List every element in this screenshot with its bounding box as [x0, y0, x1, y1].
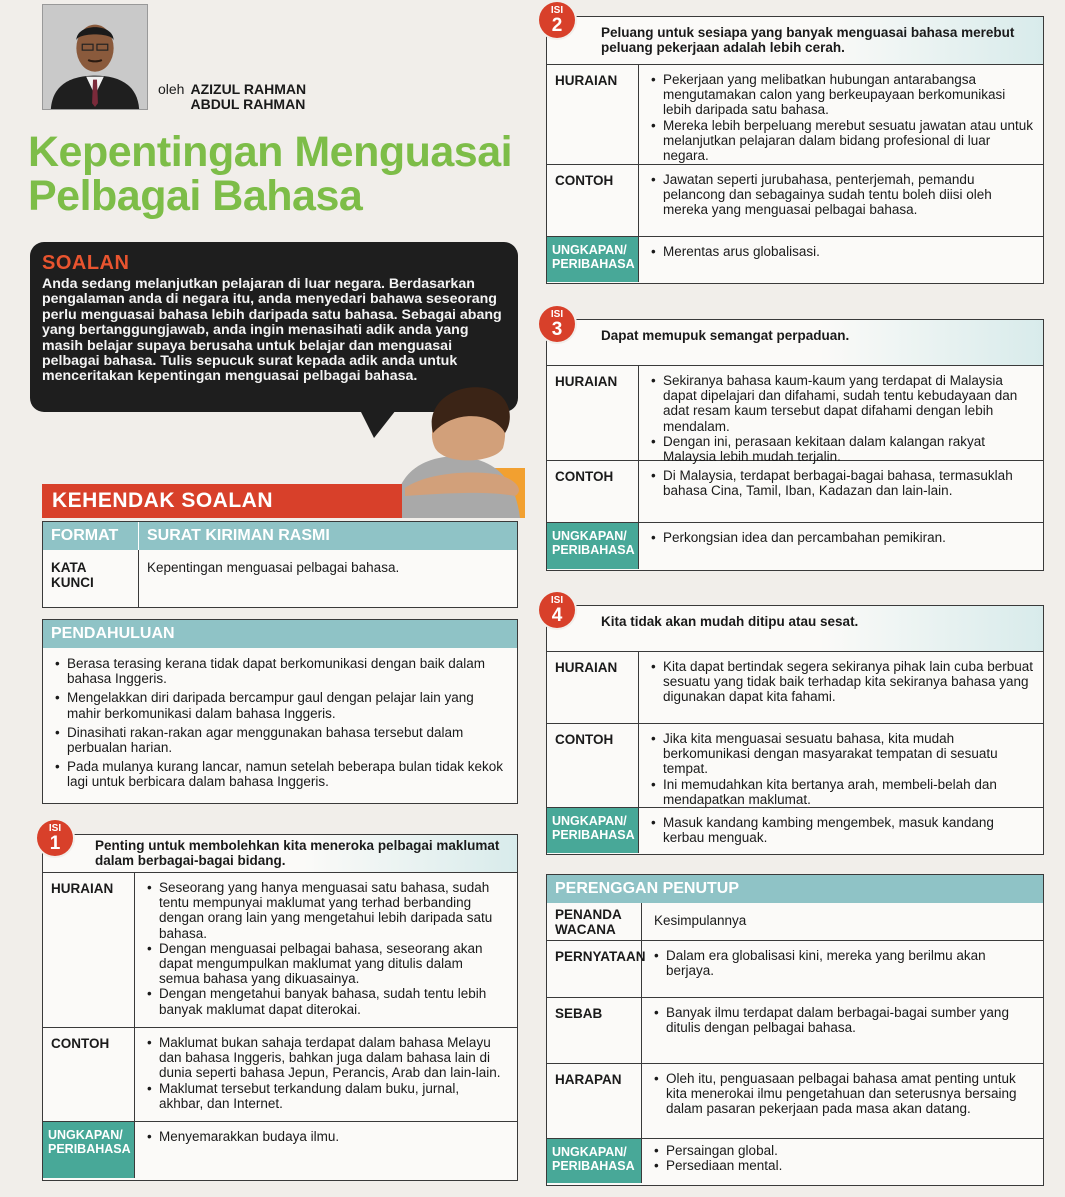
isi-3-card — [546, 319, 1044, 571]
huraian-label: HURAIAN — [547, 652, 639, 723]
list-item: • Dalam era globalisasi kini, mereka yang berilmu akan berjaya. — [654, 948, 1033, 978]
author-name — [190, 82, 306, 112]
kata-kunci-label: KATA KUNCI — [43, 550, 139, 607]
list-item: • Merentas arus globalisasi. — [651, 244, 1033, 259]
list-item: • Maklumat bukan sahaja terdapat dalam bahasa Melayu dan bahasa Inggeris, bahkan juga dalam bahasa lain di dunia seperti bahasa Jepun, Perancis, Arab dan lain-lain. — [147, 1035, 507, 1081]
isi-4-contoh-row — [547, 724, 1043, 808]
list-item: • Seseorang yang hanya menguasai satu bahasa, sudah tentu mempunyai maklumat yang terhad berbanding dengan orang lain yang mengetahui lebih daripada satu bahasa. — [147, 880, 507, 941]
list-item: • Jika kita menguasai sesuatu bahasa, kita mudah berkomunikasi dengan masyarakat tempatan di sesuatu tempat. — [651, 731, 1033, 777]
huraian-label: HURAIAN — [547, 366, 639, 460]
penutup-card — [546, 874, 1044, 1186]
byline-prefix: oleh — [158, 81, 185, 97]
isi-3-badge-number: 3 — [551, 319, 563, 340]
isi-1-badge-label: ISI — [48, 823, 62, 834]
isi-4-card — [546, 605, 1044, 855]
isi-1-title: Penting untuk membolehkan kita meneroka pelbagai maklumat dalam berbagai-bagai bidang. — [95, 838, 500, 868]
list-item: • Kita dapat bertindak segera sekiranya pihak lain cuba berbuat sesuatu yang tidak baik terhadap kita sekiranya bahasa yang digunakan dapat kita fahami. — [651, 659, 1033, 705]
isi-3-huraian-list — [639, 366, 1043, 465]
byline — [158, 82, 306, 112]
list-item: • Dengan mengetahui banyak bahasa, sudah tentu lebih banyak maklumat dapat diterokai. — [147, 986, 507, 1016]
kehendak-format-row — [43, 522, 517, 550]
ungkapan-label: UNGKAPAN/ PERIBAHASA — [43, 1122, 135, 1178]
penutup-heading: PERENGGAN PENUTUP — [547, 875, 1043, 903]
author-photo — [42, 4, 148, 110]
soalan-body: Anda sedang melanjutkan pelajaran di luar negara. Berdasarkan pengalaman anda di negara itu, anda menyedari bahawa seseorang perlu menguasai bahasa lebih daripada satu bahasa. Sebagai abang yang bertanggungjawab, anda ingin menasihati adik anda yang masih belajar supaya berusaha untuk belajar dan menguasai pelbagai bahasa. Tulis sepucuk surat kepada adik anda untuk menceritakan kepentingan menguasai pelbagai bahasa. — [42, 276, 502, 385]
format-value: SURAT KIRIMAN RASMI — [147, 527, 330, 544]
sebab-label: SEBAB — [547, 998, 642, 1063]
author-name-line1: AZIZUL RAHMAN — [190, 81, 307, 97]
harapan-list — [642, 1064, 1043, 1138]
page-title-line1: Kepentingan Menguasai — [28, 128, 513, 176]
isi-4-badge — [539, 592, 575, 628]
isi-2-header — [547, 17, 1043, 65]
list-item: • Sekiranya bahasa kaum-kaum yang terdapat di Malaysia dapat dipelajari dan difahami, sudah tentu kebudayaan dan adat resam kaum tersebut dapat difahami dengan lebih mendalam. — [651, 373, 1033, 434]
isi-3-contoh-row — [547, 461, 1043, 523]
huraian-label: HURAIAN — [43, 873, 135, 1027]
list-item: • Oleh itu, penguasaan pelbagai bahasa amat penting untuk kita menerokai ilmu pengetahuan dan seterusnya bersaing dalam pasaran pekerjaan pada masa akan datang. — [654, 1071, 1033, 1117]
kata-kunci-value: Kepentingan menguasai pelbagai bahasa. — [147, 560, 400, 575]
penanda-value: Kesimpulannya — [654, 913, 747, 928]
isi-1-badge — [37, 820, 73, 856]
list-item: • Ini memudahkan kita bertanya arah, membeli-belah dan mendapatkan maklumat. — [651, 777, 1033, 807]
isi-4-ungkapan-list — [639, 808, 1043, 853]
isi-2-contoh-list — [639, 165, 1043, 236]
penutup-ungkapan-row — [547, 1139, 1043, 1183]
list-item: • Pada mulanya kurang lancar, namun setelah beberapa bulan tidak kekok lagi untuk berbicara dalam bahasa Inggeris. — [55, 759, 507, 789]
isi-1-ungkapan-list — [135, 1122, 517, 1178]
penanda-label: PENANDA WACANA — [547, 903, 642, 940]
isi-1-huraian-row — [43, 873, 517, 1028]
isi-2-ungkapan-row — [547, 237, 1043, 282]
list-item: • Pekerjaan yang melibatkan hubungan antarabangsa mengutamakan calon yang berkeupayaan berkomunikasi lebih daripada satu bahasa. — [651, 72, 1033, 118]
isi-2-ungkapan-list — [639, 237, 1043, 282]
penutup-ungkapan-list — [642, 1139, 1043, 1183]
isi-3-header — [547, 320, 1043, 366]
isi-4-ungkapan-row — [547, 808, 1043, 853]
isi-3-huraian-row — [547, 366, 1043, 465]
isi-2-badge-label: ISI — [550, 5, 564, 16]
list-item: • Perkongsian idea dan percambahan pemikiran. — [651, 530, 1033, 545]
student-illustration — [385, 378, 535, 518]
isi-3-badge — [539, 306, 575, 342]
contoh-label: CONTOH — [547, 724, 639, 807]
isi-2-title: Peluang untuk sesiapa yang banyak menguasai bahasa merebut peluang pekerjaan adalah lebih cerah. — [601, 25, 1015, 55]
list-item: • Persaingan global. — [654, 1143, 1033, 1158]
page-title-line2: Pelbagai Bahasa — [28, 172, 363, 220]
list-item: • Banyak ilmu terdapat dalam berbagai-bagai sumber yang ditulis dengan pelbagai bahasa. — [654, 1005, 1033, 1035]
isi-2-badge — [539, 2, 575, 38]
contoh-label: CONTOH — [43, 1028, 135, 1121]
format-label: FORMAT — [43, 522, 139, 550]
list-item: • Persediaan mental. — [654, 1158, 1033, 1173]
sebab-list — [642, 998, 1043, 1063]
isi-3-ungkapan-list — [639, 523, 1043, 569]
isi-1-contoh-row — [43, 1028, 517, 1122]
isi-4-huraian-list — [639, 652, 1043, 723]
list-item: • Dengan ini, perasaan kekitaan dalam kalangan rakyat Malaysia lebih mudah terjalin. — [651, 434, 1033, 464]
isi-3-contoh-list — [639, 461, 1043, 522]
author-portrait-icon — [43, 5, 147, 109]
ungkapan-label: UNGKAPAN/ PERIBAHASA — [547, 1139, 642, 1183]
isi-1-contoh-list — [135, 1028, 517, 1121]
list-item: • Di Malaysia, terdapat berbagai-bagai bahasa, termasuklah bahasa Cina, Tamil, Iban, Kadazan dan lain-lain. — [651, 468, 1033, 498]
isi-1-header — [43, 835, 517, 873]
list-item: • Menyemarakkan budaya ilmu. — [147, 1129, 507, 1144]
list-item: • Mereka lebih berpeluang merebut sesuatu jawatan atau untuk melanjutkan pelajaran dalam bidang profesional di luar negara. — [651, 118, 1033, 164]
isi-1-badge-number: 1 — [49, 833, 61, 854]
list-item: • Masuk kandang kambing mengembek, masuk kandang kerbau menguak. — [651, 815, 1033, 845]
isi-1-card — [42, 834, 518, 1181]
list-item: • Dengan menguasai pelbagai bahasa, seseorang akan dapat mengumpulkan maklumat yang ditulis dalam semua bahasa yang dikuasainya. — [147, 941, 507, 987]
ungkapan-label: UNGKAPAN/ PERIBAHASA — [547, 523, 639, 569]
isi-2-card — [546, 16, 1044, 284]
isi-2-badge-number: 2 — [551, 15, 563, 36]
pendahuluan-list — [43, 648, 517, 790]
pernyataan-label: PERNYATAAN — [547, 941, 642, 997]
isi-1-ungkapan-row — [43, 1122, 517, 1178]
kata-kunci-row — [43, 550, 517, 607]
contoh-label: CONTOH — [547, 165, 639, 236]
pendahuluan-heading: PENDAHULUAN — [43, 620, 517, 648]
isi-2-huraian-list — [639, 65, 1043, 164]
page-title — [28, 130, 538, 218]
isi-4-badge-label: ISI — [550, 595, 564, 606]
ungkapan-label: UNGKAPAN/ PERIBAHASA — [547, 808, 639, 853]
kehendak-table — [42, 521, 518, 608]
pernyataan-list — [642, 941, 1043, 997]
isi-4-badge-number: 4 — [551, 605, 563, 626]
pendahuluan-box — [42, 619, 518, 804]
isi-4-title: Kita tidak akan mudah ditipu atau sesat. — [601, 614, 859, 629]
author-name-line2: ABDUL RAHMAN — [190, 96, 306, 112]
isi-2-contoh-row — [547, 165, 1043, 237]
harapan-row — [547, 1064, 1043, 1139]
list-item: • Berasa terasing kerana tidak dapat berkomunikasi dengan baik dalam bahasa Inggeris. — [55, 656, 507, 686]
isi-4-contoh-list — [639, 724, 1043, 807]
isi-1-huraian-list — [135, 873, 517, 1027]
pernyataan-row — [547, 941, 1043, 998]
isi-4-header — [547, 606, 1043, 652]
isi-2-huraian-row — [547, 65, 1043, 165]
isi-3-ungkapan-row — [547, 523, 1043, 569]
list-item: • Maklumat tersebut terkandung dalam buku, jurnal, akhbar, dan Internet. — [147, 1081, 507, 1111]
penanda-row — [547, 903, 1043, 941]
contoh-label: CONTOH — [547, 461, 639, 522]
kehendak-soalan-heading: KEHENDAK SOALAN — [42, 484, 402, 518]
soalan-heading: SOALAN — [42, 252, 130, 274]
isi-3-title: Dapat memupuk semangat perpaduan. — [601, 328, 850, 343]
list-item: • Jawatan seperti jurubahasa, penterjemah, pemandu pelancong dan sebagainya sudah tentu boleh diisi oleh mereka yang menguasai pelbagai bahasa. — [651, 172, 1033, 218]
sebab-row — [547, 998, 1043, 1064]
list-item: • Mengelakkan diri daripada bercampur gaul dengan pelajar lain yang mahir berkomunikasi dalam bahasa Inggeris. — [55, 690, 507, 720]
list-item: • Dinasihati rakan-rakan agar menggunakan bahasa tersebut dalam perbualan harian. — [55, 725, 507, 755]
isi-3-badge-label: ISI — [550, 309, 564, 320]
isi-4-huraian-row — [547, 652, 1043, 724]
harapan-label: HARAPAN — [547, 1064, 642, 1138]
huraian-label: HURAIAN — [547, 65, 639, 164]
ungkapan-label: UNGKAPAN/ PERIBAHASA — [547, 237, 639, 282]
